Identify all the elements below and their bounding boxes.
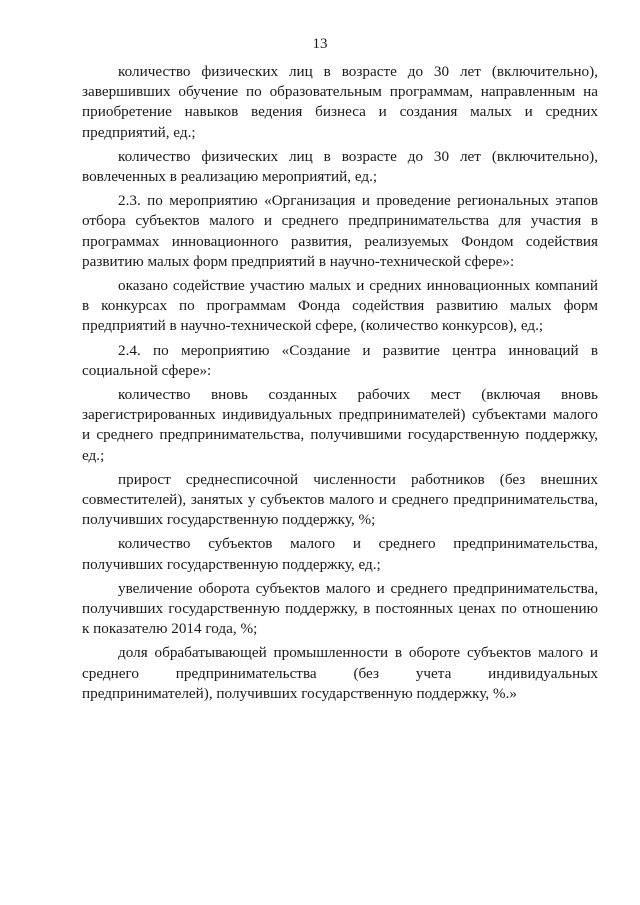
- document-body: [82, 62, 598, 708]
- paragraph-3: 2.3. по мероприятию «Организация и проведение региональных этапов отбора субъектов малого и среднего предпринимательства для участия в программах инновационного развития, реализуемых Фондом содействия развитию малых форм предприятий в научно-технической сфере»:: [82, 192, 598, 270]
- paragraph-4: оказано содействие участию малых и средних инновационных компаний в конкурсах по программам Фонда содействия развитию малых форм предприятий в научно-технической сфере, (количество конкурсов), ед.;: [82, 277, 598, 335]
- page-number: 13: [312, 36, 328, 52]
- paragraph-10: доля обрабатывающей промышленности в обороте субъектов малого и среднего предпринимательства (без учета индивидуальных предпринимателей), получивших государственную поддержку, %.»: [82, 644, 598, 702]
- paragraph-5: 2.4. по мероприятию «Создание и развитие центра инноваций в социальной сфере»:: [82, 341, 598, 379]
- paragraph-9: увеличение оборота субъектов малого и среднего предпринимательства, получивших государственную поддержку, в постоянных ценах по отношению к показателю 2014 года, %;: [82, 579, 598, 638]
- paragraph-2: количество физических лиц в возрасте до 30 лет (включительно), вовлеченных в реализацию мероприятий, ед.;: [82, 147, 598, 186]
- paragraph-1: количество физических лиц в возрасте до 30 лет (включительно), завершивших обучение по образовательным программам, направленным на приобретение навыков ведения бизнеса и создания малых и средних предприятий, ед.;: [82, 63, 598, 141]
- paragraph-6: количество вновь созданных рабочих мест (включая вновь зарегистрированных индивидуальных предпринимателей) субъектами малого и среднего предпринимательства, получившими государственную поддержку, ед.;: [82, 386, 598, 464]
- paragraph-7: прирост среднесписочной численности работников (без внешних совместителей), занятых у субъектов малого и среднего предпринимательства, получивших государственную поддержку, %;: [82, 470, 598, 529]
- paragraph-8: количество субъектов малого и среднего предпринимательства, получивших государственную поддержку, ед.;: [82, 535, 598, 573]
